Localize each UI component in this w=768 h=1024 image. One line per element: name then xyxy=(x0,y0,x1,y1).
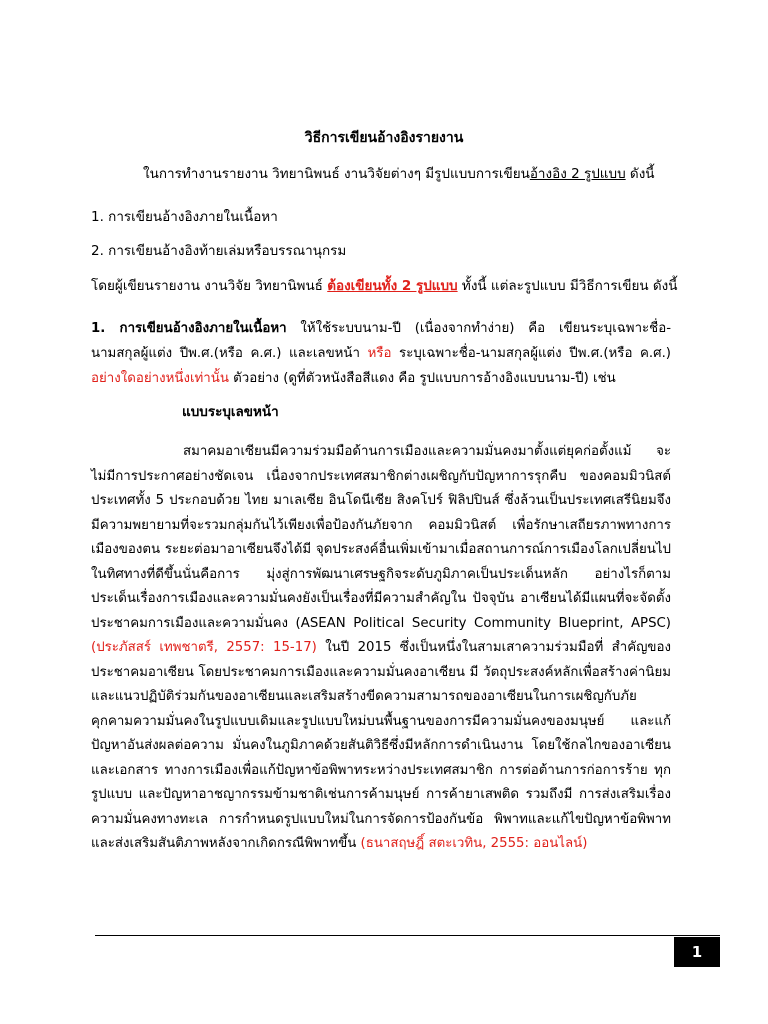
note-line xyxy=(91,274,677,296)
document-title: วิธีการเขียนอ้างอิงรายงาน xyxy=(304,130,464,146)
intro-text: ในการทำงานรายงาน วิทยานิพนธ์ งานวิจัยต่างๆ มีรูปแบบการเขียน xyxy=(143,166,530,182)
subheading: แบบระบุเลขหน้า xyxy=(182,404,279,420)
example-text1: สมาคมอาเซียนมีความร่วมมือด้านการเมืองและความมั่นคงมาตั้งแต่ยุคก่อตั้งแม้ จะไม่มีการประกาศอย่างชัดเจน เนื่องจากประเทศสมาชิกต่างเผชิญกับปัญหาการรุกคืบ ของคอมมิวนิสต์ประเทศทั้ง 5 ประกอบด้วย ไทย มาเลเซีย อินโดนีเซีย สิงคโปร์ ฟิลิปปินส์ ซึ่งล้วนเป็นประเทศเสรีนิยมจึงมีความพยายามที่จะรวมกลุ่มกันไว้เพียงเพื่อป้องกันภัยจาก คอมมิวนิสต์ เพื่อรักษาเสถียรภาพทางการเมืองของตน ระยะต่อมาอาเซียนจึงได้มี จุดประสงค์อื่นเพิ่มเข้ามาเมื่อสถานการณ์การเมืองโลกเปลี่ยนไปในทิศทางที่ดีขึ้นนั่นคือการ มุ่งสู่การพัฒนาเศรษฐกิจระดับภูมิภาคเป็นประเด็นหลัก อย่างไรก็ตาม ประเด็นเรื่องการเมืองและความมั่นคงยังเป็นเรื่องที่มีความสำคัญใน ปัจจุบัน อาเซียนได้มีแผนที่จะจัดตั้งประชาคมการเมืองและความมั่นคง (ASEAN Political Security Community Blueprint, APSC) xyxy=(91,444,671,631)
note-text: โดยผู้เขียนรายงาน งานวิจัย วิทยานิพนธ์ xyxy=(91,278,328,294)
section1-heading: 1. การเขียนอ้างอิงภายในเนื้อหา xyxy=(91,321,287,336)
citation-2: (ธนาสฤษฎิ์ สตะเวทิน, 2555: ออนไลน์) xyxy=(360,836,588,851)
citation-1: (ประภัสสร์ เทพชาตรี, 2557: 15-17) xyxy=(91,640,317,655)
intro-underlined: อ้างอิง 2 รูปแบบ xyxy=(529,166,626,182)
section1-red1: หรือ xyxy=(367,346,392,361)
note-tail: ทั้งนี้ แต่ละรูปแบบ มีวิธีการเขียน ดังนี้ xyxy=(457,278,678,294)
intro-line xyxy=(143,162,655,184)
list-item-2: 2. การเขียนอ้างอิงท้ายเล่มหรือบรรณานุกรม xyxy=(91,243,347,259)
intro-tail: ดังนี้ xyxy=(625,166,655,182)
example-paragraph xyxy=(91,440,671,857)
section1-paragraph xyxy=(91,316,671,391)
page-number: 1 xyxy=(674,937,720,967)
note-emphasis: ต้องเขียนทั้ง 2 รูปแบบ xyxy=(327,278,458,294)
list-item-1: 1. การเขียนอ้างอิงภายในเนื้อหา xyxy=(91,209,278,225)
footer-divider xyxy=(95,935,720,936)
section1-red2: อย่างใดอย่างหนึ่งเท่านั้น xyxy=(91,371,229,386)
section1-text3: ตัวอย่าง (ดูที่ตัวหนังสือสีแดง คือ รูปแบบการอ้างอิงแบบนาม-ปี) เช่น xyxy=(228,371,616,386)
section1-text2: ระบุเฉพาะชื่อ-นามสกุลผู้แต่ง ปีพ.ศ.(หรือ ค.ศ.) xyxy=(391,346,671,361)
section1-text1: ให้ใช้ระบบนาม-ปี (เนื่องจากทำง่าย) คือ เขียนระบุเฉพาะชื่อ-นามสกุลผู้แต่ง ปีพ.ศ.(หรือ ค.ศ.) และเลขหน้า xyxy=(91,321,671,361)
example-text2: ในปี 2015 ซึ่งเป็นหนึ่งในสามเสาความร่วมมือที่ สำคัญของประชาคมอาเซียน โดยประชาคมการเมืองและความมั่นคงอาเซียน มี วัตถุประสงค์หลักเพื่อสร้างค่านิยมและแนวปฏิบัติร่วมกันของอาเซียนและเสริมสร้างขีดความสามารถของอาเซียนในการเผชิญกับภัยคุกคามความมั่นคงในรูปแบบเดิมและรูปแบบใหม่บนพื้นฐานของการมีความมั่นคงของมนุษย์ และแก้ปัญหาอันส่งผลต่อความ มั่นคงในภูมิภาคด้วยสันติวิธีซึ่งมีหลักการดำเนินงาน โดยใช้กลไกของอาเซียนและเอกสาร ทางการเมืองเพื่อแก้ปัญหาข้อพิพาทระหว่างประเทศสมาชิก การต่อต้านการก่อการร้าย ทุกรูปแบบ และปัญหาอาชญากรรมข้ามชาติเช่นการค้ามนุษย์ การค้ายาเสพติด รวมถึงมี การส่งเสริมเรื่องความมั่นคงทางทะเล การกำหนดรูปแบบใหม่ในการจัดการป้องกันข้อ พิพาทและแก้ไขปัญหาข้อพิพาทและส่งเสริมสันติภาพหลังจากเกิดกรณีพิพาทขึ้น xyxy=(91,640,672,851)
